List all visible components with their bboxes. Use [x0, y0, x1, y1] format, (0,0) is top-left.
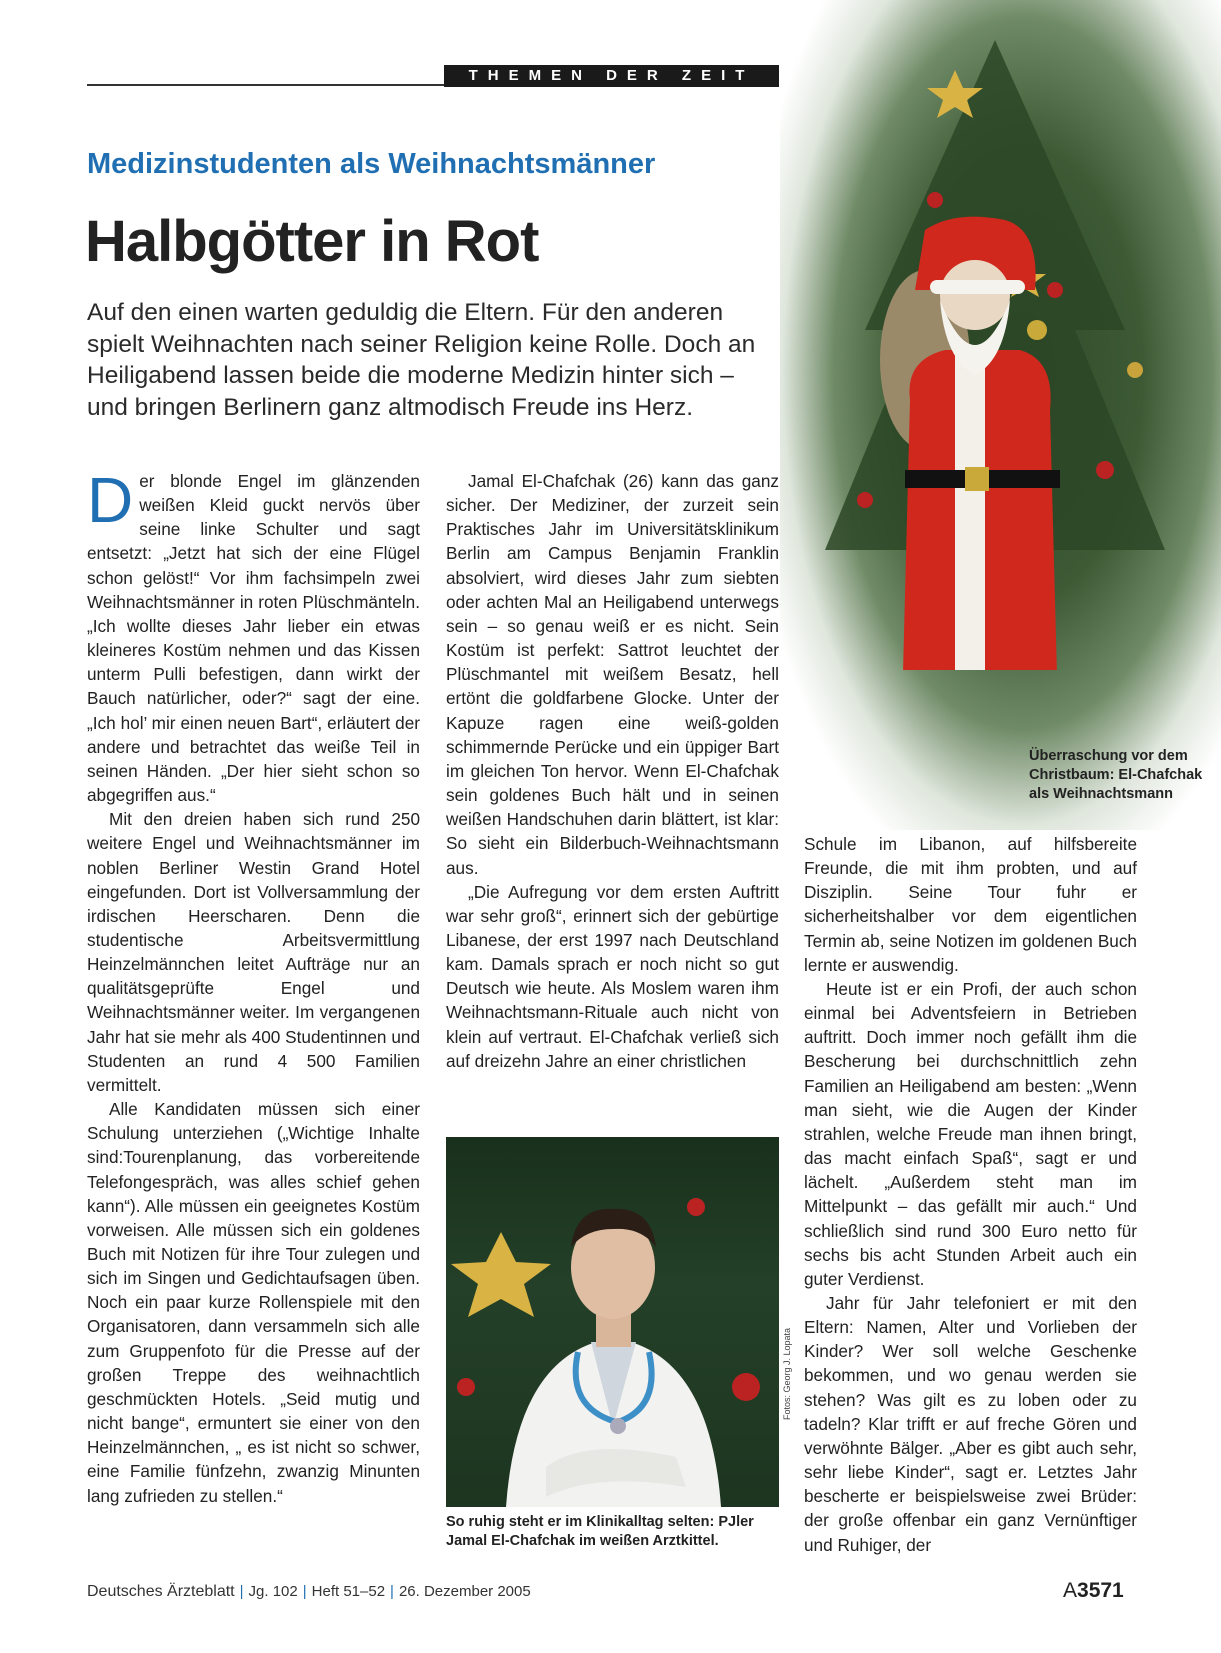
page-number: [1063, 1579, 1124, 1603]
doctor-photo-caption: So ruhig steht er im Klinikalltag selten: PJler Jamal El-Chafchak im weißen Arztkittel.: [446, 1514, 754, 1549]
santa-photo-caption: Überraschung vor dem Christbaum: El-Chafchak als Weihnachtsmann: [1029, 748, 1203, 802]
footer-separator: |: [239, 1583, 244, 1600]
header-rule: [87, 84, 444, 86]
article-column-3: [804, 832, 1137, 1557]
publication-name: Deutsches Ärzteblatt: [87, 1583, 235, 1600]
article-headline: Halbgötter in Rot: [85, 209, 539, 274]
article-kicker: Medizinstudenten als Weihnachtsmänner: [87, 148, 656, 180]
paragraph: [87, 464, 420, 807]
footer-separator: |: [302, 1583, 307, 1600]
doctor-illustration: [446, 1137, 779, 1507]
article-column-1: [87, 464, 420, 1508]
photo-credit: Fotos: Georg J. Lopata: [782, 1327, 792, 1420]
page-number-value: 3571: [1077, 1579, 1124, 1602]
paragraph: Mit den dreien haben sich rund 250 weitere Engel und Weihnachtsmänner im noblen Berliner Westin Grand Hotel eingefunden. Dort ist Vollversammlung der irdischen Heerscharen. Denn die studentische Arbeitsvermittlung Heinzelmännchen leitet Aufträge nur an qualitätsgeprüfte Engel und Weihnachtsmänner weiter. Im vergangenen Jahr hat sie mehr als 400 Studentinnen und Studenten an rund 4 500 Familien vermittelt.: [87, 809, 420, 1095]
volume: Jg. 102: [248, 1583, 298, 1600]
paragraph-text: er blonde Engel im glänzenden weißen Kleid guckt nervös über seine linke Schulter und sagt entsetzt: „Jetzt hat sich der eine Flügel schon gelöst!“ Vor ihm fachsimpeln zwei Weihnachtsmänner in roten Plüschmänteln. „Ich wollte dieses Jahr lieber ein etwas kleineres Kostüm nehmen und das Kissen unterm Pulli befestigen, dann wirkt der Bauch natürlicher, oder?“ sagt der eine. „Ich hol’ mir einen neuen Bart“, erläutert der andere und betrachtet das weiße Teil in seinen Händen. „Der hier sieht schon so abgegriffen aus.“: [87, 471, 420, 806]
paragraph: Schule im Libanon, auf hilfsbereite Freunde, die mit ihm probten, und auf Disziplin. Seine Tour fuhr er sicherheitshalber vor dem eigentlichen Termin ab, seine Notizen im goldenen Buch lernte er auswendig.: [804, 834, 1137, 975]
drop-cap: D: [87, 464, 134, 536]
page-prefix: A: [1063, 1579, 1078, 1602]
issue: Heft 51–52: [311, 1583, 386, 1600]
footer-separator: |: [390, 1583, 394, 1600]
paragraph: Heute ist er ein Profi, der auch schon einmal bei Adventsfeiern in Betrieben auftritt. Doch immer noch gefällt ihm die Bescherung bei durchschnittlich zehn Familien an Heiligabend am besten: „Wenn man sieht, wie die Augen der Kinder strahlen, welche Freude man ihnen bringt, das macht einfach Spaß“, sagt er und lächelt. „Außerdem steht man im Mittelpunkt – das gefällt mir auch.“ Und schließlich sind rund 300 Euro netto für sechs bis acht Stunden Arbeit auch ein guter Verdienst.: [804, 978, 1137, 1289]
section-banner: THEMEN DER ZEIT: [444, 65, 779, 87]
paragraph: Jahr für Jahr telefoniert er mit den Eltern: Namen, Alter und Vorlieben der Kinder? Wer soll welche Geschenke bekommen, und wo genau werden sie stehen? Was gilt es zu loben oder zu tadeln? Klar trifft er auf freche Gören und verwöhnte Bälger. „Aber es gibt auch sehr, sehr liebe Kinder“, sagt er. Letztes Jahr bescherte er beispielsweise zwei Brüder: der große offenbar ein ganz Vernünftiger und Ruhiger, der: [804, 1292, 1137, 1555]
article-lead: Auf den einen warten geduldig die Eltern. Für den anderen spielt Weihnachten nach seiner Religion keine Rolle. Doch an Heiligabend lassen beide die moderne Medizin hinter sich – und bringen Berlinern ganz altmodisch Freude ins Herz.: [87, 299, 756, 421]
page-footer: [87, 1583, 531, 1601]
christmas-tree-illustration: [805, 30, 1185, 670]
paragraph: Jamal El-Chafchak (26) kann das ganz sicher. Der Mediziner, der zurzeit sein Praktisches Jahr im Universitätsklinikum Berlin am Campus Benjamin Franklin absolviert, wird dieses Jahr zum siebten oder achten Mal an Heiligabend unterwegs sein – so genau weiß er es nicht. Sein Kostüm ist perfekt: Sattrot leuchtet der Plüschmantel mit weißem Besatz, hell ertönt die goldfarbene Glocke. Unter der Kapuze ragen eine weiß-golden schimmernde Perücke und ein üppiger Bart im gleichen Ton hervor. Wenn El-Chafchak sein goldenes Buch hält und in seinen weißen Handschuhen darin blättert, ist klar: So sieht ein Bilderbuch-Weihnachtsmann aus.: [446, 471, 779, 878]
paragraph: Alle Kandidaten müssen sich einer Schulung unterziehen („Wichtige Inhalte sind:Tourenplanung, das vorbereitende Telefongespräch, was alles schief gehen kann“). Alle müssen ein geeignetes Kostüm vorweisen. Alle müssen sich ein goldenes Buch mit Notizen für ihre Tour zulegen und sich im Singen und Gedichtaufsagen üben. Noch ein paar kurze Rollenspiele mit den Organisatoren, dann versammeln sich alle zum Gruppenfoto für die Presse auf der großen Treppe des weihnachtlich geschmückten Hotels. „Seid mutig und nicht bange“, ermuntert sie einer von den Heinzelmännchen, „ es ist nicht so schwer, eine Familie fünfzehn, zwanzig Minunten lang zufrieden zu stellen.“: [87, 1099, 420, 1506]
article-column-2: [446, 469, 779, 1073]
doctor-photo: [446, 1137, 779, 1507]
paragraph: „Die Aufregung vor dem ersten Auftritt war sehr groß“, erinnert sich der gebürtige Libanese, der erst 1997 nach Deutschland kam. Damals sprach er noch nicht so gut Deutsch wie heute. Als Moslem waren ihm Weihnachtsmann-Rituale auch nicht von klein auf vertraut. El-Chafchak verließ sich auf dreizehn Jahre an einer christlichen: [446, 881, 779, 1071]
issue-date: 26. Dezember 2005: [398, 1583, 531, 1600]
